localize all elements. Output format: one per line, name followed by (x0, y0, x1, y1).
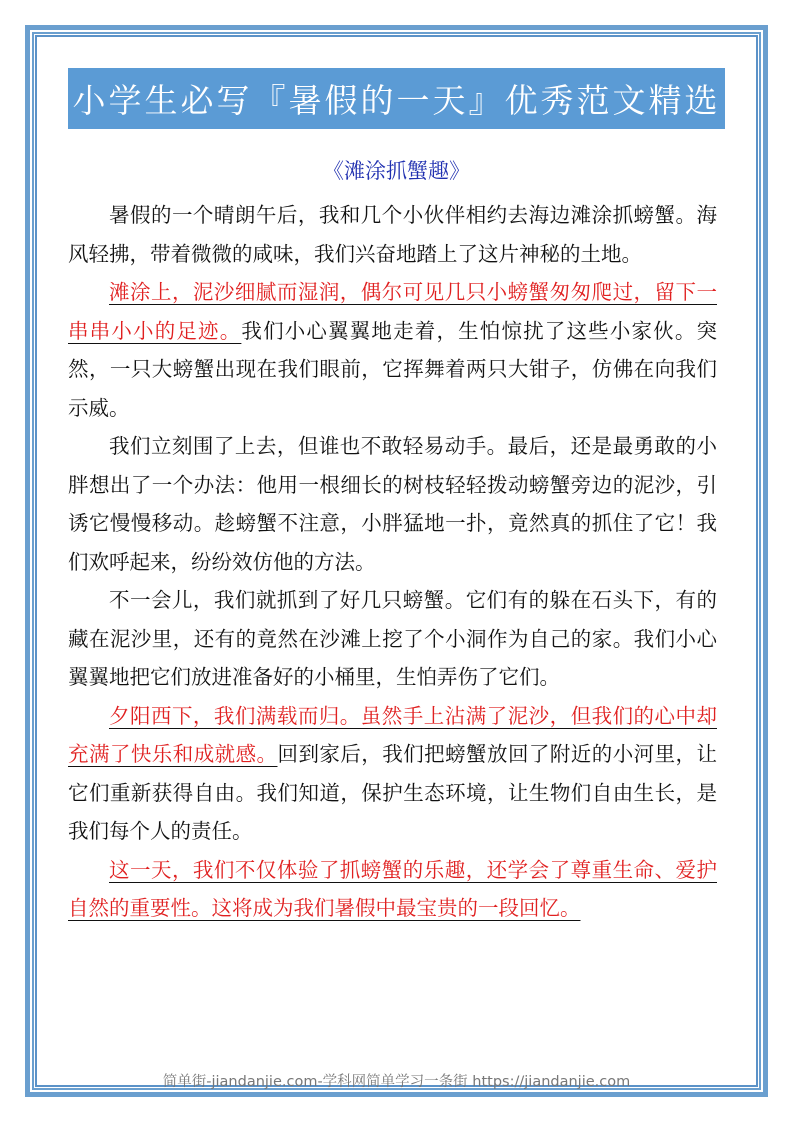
paragraph-text: 不一会儿，我们就抓到了好几只螃蟹。它们有的躲在石头下，有的藏在泥沙里，还有的竟然在沙滩上挖了个小洞作为自己的家。我们小心翼翼地把它们放进准备好的小桶里，生怕弄伤了它们。 (68, 588, 717, 689)
paragraph-4 (68, 581, 717, 697)
paragraph-text: 回到家后，我们把螃蟹放回了附近的小河里，让它们重新获得自由。我们知道，保护生态环境，让生物们自由生长，是我们每个人的责任。 (68, 742, 717, 843)
article-body (68, 196, 717, 928)
article-title: 《滩涂抓蟹趣》 (323, 159, 470, 183)
page-title: 小学生必写『暑假的一天』优秀范文精选 (72, 81, 721, 120)
paragraph-text: 我们立刻围了上去，但谁也不敢轻易动手。最后，还是最勇敢的小胖想出了一个办法：他用一根细长的树枝轻轻拨动螃蟹旁边的泥沙，引诱它慢慢移动。趁螃蟹不注意，小胖猛地一扑，竟然真的抓住了它！我们欢呼起来，纷纷效仿他的方法。 (68, 434, 717, 574)
highlighted-sentence: 夕阳西下，我们满载而归。虽然手上沾满了泥沙，但我们的心中却充满了快乐和成就感。 (68, 703, 717, 766)
paragraph-3 (68, 427, 717, 581)
title-banner (68, 68, 725, 129)
paragraph-1 (68, 196, 717, 273)
paragraph-text: 暑假的一个晴朗午后，我和几个小伙伴相约去海边滩涂抓螃蟹。海风轻拂，带着微微的咸味，我们兴奋地踏上了这片神秘的土地。 (68, 203, 717, 266)
paragraph-6 (68, 851, 717, 928)
paragraph-text: 我们小心翼翼地走着，生怕惊扰了这些小家伙。突然，一只大螃蟹出现在我们眼前，它挥舞着两只大钳子，仿佛在向我们示威。 (68, 318, 718, 420)
highlighted-sentence: 这一天，我们不仅体验了抓螃蟹的乐趣，还学会了尊重生命、爱护自然的重要性。这将成为我们暑假中最宝贵的一段回忆。 (68, 857, 717, 920)
highlighted-sentence: 滩涂上，泥沙细腻而湿润，偶尔可见几只小螃蟹匆匆爬过，留下一串串小小的足迹。 (68, 280, 717, 343)
paragraph-2 (68, 273, 717, 427)
paragraph-5 (68, 697, 717, 851)
footer-watermark: 简单街-jiandanjie.com-学科网简单学习一条街 https://jiandanjie.com (162, 1074, 631, 1090)
